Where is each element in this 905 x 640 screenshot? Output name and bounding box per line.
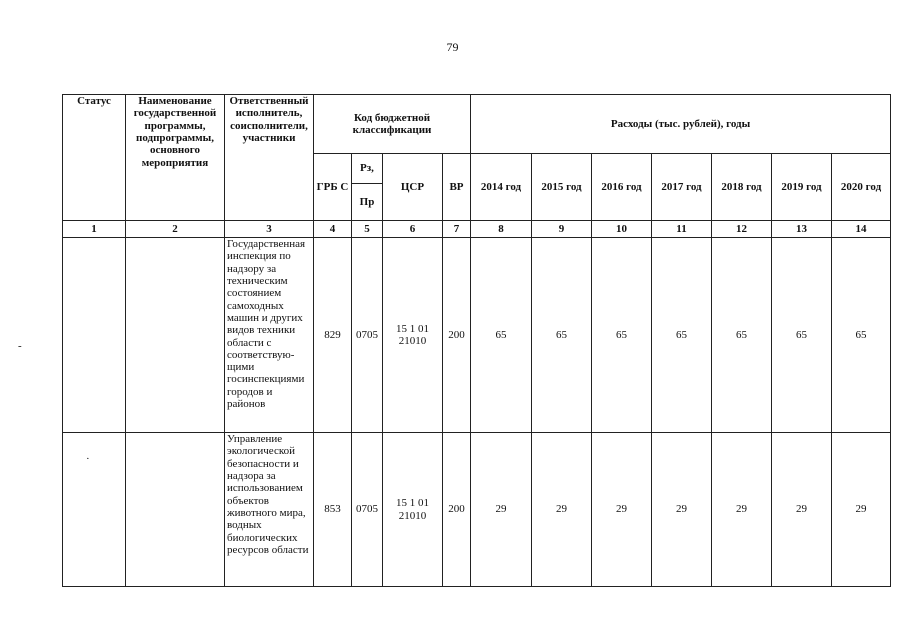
scan-speck: · [86,453,90,465]
column-number: 5 [352,221,383,238]
header-year-2016: 2016 год [592,154,652,221]
budget-table [62,94,891,587]
header-year-2014: 2014 год [471,154,532,221]
column-number: 10 [592,221,652,238]
cell-amount-2014: 65 [471,238,532,433]
cell-csr: 15 1 01 21010 [383,238,443,433]
cell-executor: Государственная инспекция по надзору за техническим состоянием самоходных машин и других видов техники области с соответствую-щими госинспекциями городов и районов [225,238,314,433]
cell-rzpr: 0705 [352,238,383,433]
column-number: 4 [314,221,352,238]
cell-amount-2015: 29 [532,433,592,587]
header-grbs: ГРБ С [314,154,352,221]
table-row [63,238,891,433]
cell-amount-2020: 65 [832,238,891,433]
header-year-2018: 2018 год [712,154,772,221]
cell-amount-2016: 29 [592,433,652,587]
cell-amount-2020: 29 [832,433,891,587]
cell-amount-2019: 29 [772,433,832,587]
scan-speck: - [18,340,22,352]
cell-status [63,433,126,587]
cell-amount-2018: 29 [712,433,772,587]
cell-program-name [126,433,225,587]
header-status: Статус [63,95,126,221]
column-number: 9 [532,221,592,238]
cell-amount-2017: 29 [652,433,712,587]
column-number: 14 [832,221,891,238]
header-expenses: Расходы (тыс. рублей), годы [471,95,891,154]
page-number: 79 [446,40,459,54]
cell-vr: 200 [443,238,471,433]
column-number: 3 [225,221,314,238]
header-year-2019: 2019 год [772,154,832,221]
cell-vr: 200 [443,433,471,587]
header-program-name: Наименование государственной программы, подпрограммы, основного мероприятия [126,95,225,221]
header-vr: ВР [443,154,471,221]
column-number: 1 [63,221,126,238]
cell-amount-2017: 65 [652,238,712,433]
header-executor: Ответственный исполнитель, соисполнители, участники [225,95,314,221]
cell-status [63,238,126,433]
cell-grbs: 853 [314,433,352,587]
cell-amount-2014: 29 [471,433,532,587]
cell-program-name [126,238,225,433]
column-number: 12 [712,221,772,238]
column-number: 11 [652,221,712,238]
header-year-2017: 2017 год [652,154,712,221]
cell-grbs: 829 [314,238,352,433]
header-budget-code: Код бюджетной классификации [314,95,471,154]
column-number: 6 [383,221,443,238]
header-rz: Рз, [352,154,383,184]
cell-amount-2018: 65 [712,238,772,433]
column-number: 2 [126,221,225,238]
column-numbers-row [63,221,891,238]
cell-amount-2016: 65 [592,238,652,433]
header-year-2015: 2015 год [532,154,592,221]
header-pr: Пр [352,184,383,221]
column-number: 8 [471,221,532,238]
column-number: 7 [443,221,471,238]
header-csr: ЦСР [383,154,443,221]
cell-amount-2019: 65 [772,238,832,433]
cell-executor: Управление экологической безопасности и надзора за использованием объектов животного мира, водных биологических ресурсов области [225,433,314,587]
column-number: 13 [772,221,832,238]
cell-csr: 15 1 01 21010 [383,433,443,587]
cell-rzpr: 0705 [352,433,383,587]
header-year-2020: 2020 год [832,154,891,221]
table-row [63,433,891,587]
cell-amount-2015: 65 [532,238,592,433]
